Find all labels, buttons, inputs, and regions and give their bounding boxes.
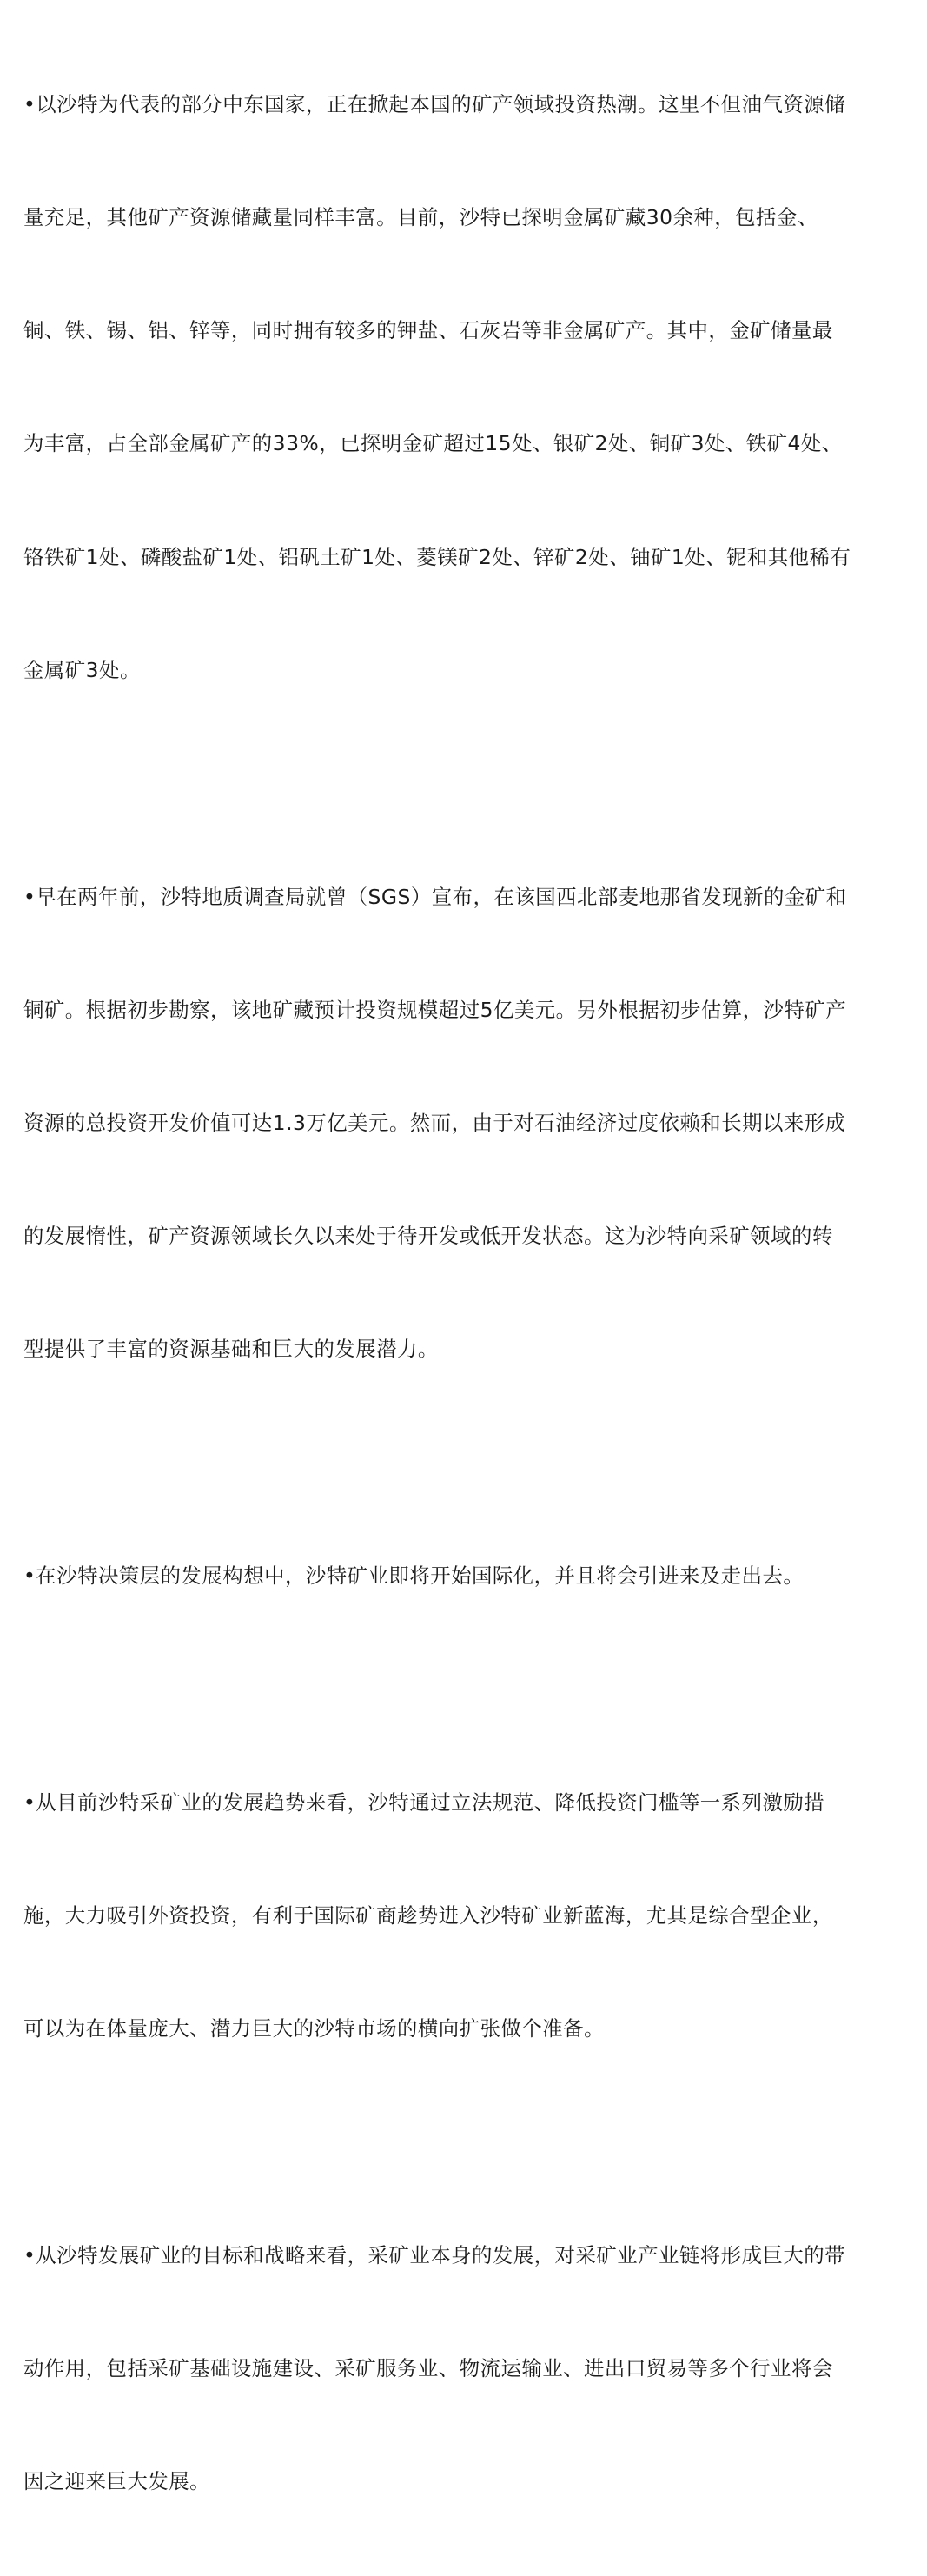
text-line: •从目前沙特采矿业的发展趋势来看，沙特通过立法规范、降低投资门槛等一系列激励措 xyxy=(23,1789,825,1815)
text-line: 的发展惰性，矿产资源领域长久以来处于待开发或低开发状态。这为沙特向采矿领域的转 xyxy=(23,1224,833,1249)
text-line: •在沙特决策层的发展构想中，沙特矿业即将开始国际化，并且将会引进来及走出去。 xyxy=(23,1564,805,1589)
text-line: 铜矿。根据初步勘察，该地矿藏预计投资规模超过5亿美元。另外根据初步估算，沙特矿产 xyxy=(23,997,847,1022)
text-line: 为丰富，占全部金属矿产的33%，已探明金矿超过15处、银矿2处、铜矿3处、铁矿4处、 xyxy=(23,431,843,456)
paragraph-sgs-discovery xyxy=(23,803,910,1444)
article-body xyxy=(23,10,910,2576)
paragraph-saudi-mineral-resources xyxy=(23,10,910,765)
paragraph-strategy-goals xyxy=(23,2161,910,2576)
text-line: 铬铁矿1处、磷酸盐矿1处、铝矾土矿1处、菱镁矿2处、锌矿2处、铀矿1处、铌和其他稀有 xyxy=(23,544,851,569)
text-line: 动作用，包括采矿基础设施建设、采矿服务业、物流运输业、进出口贸易等多个行业将会 xyxy=(23,2355,833,2380)
text-line: •从沙特发展矿业的目标和战略来看，采矿业本身的发展，对采矿业产业链将形成巨大的带 xyxy=(23,2242,846,2267)
text-line: 铜、铁、锡、铝、锌等，同时拥有较多的钾盐、石灰岩等非金属矿产。其中，金矿储量最 xyxy=(23,318,833,343)
text-line: 施，大力吸引外资投资，有利于国际矿商趁势进入沙特矿业新蓝海，尤其是综合型企业， xyxy=(23,1902,833,1928)
text-line: 因之迎来巨大发展。 xyxy=(23,2469,211,2494)
text-line: •以沙特为代表的部分中东国家，正在掀起本国的矿产领域投资热潮。这里不但油气资源储 xyxy=(23,91,846,116)
text-line: 资源的总投资开发价值可达1.3万亿美元。然而，由于对石油经济过度依赖和长期以来形成 xyxy=(23,1110,846,1135)
text-line: 金属矿3处。 xyxy=(23,657,141,682)
text-line: 型提供了丰富的资源基础和巨大的发展潜力。 xyxy=(23,1337,439,1362)
paragraph-internationalization xyxy=(23,1482,910,1670)
text-line: 可以为在体量庞大、潜力巨大的沙特市场的横向扩张做个准备。 xyxy=(23,2016,605,2042)
text-line: •早在两年前，沙特地质调查局就曾（SGS）宣布，在该国西北部麦地那省发现新的金矿和 xyxy=(23,884,847,909)
text-line: 量充足，其他矿产资源储藏量同样丰富。目前，沙特已探明金属矿藏30余种，包括金、 xyxy=(23,205,818,230)
paragraph-development-trend xyxy=(23,1709,910,2123)
